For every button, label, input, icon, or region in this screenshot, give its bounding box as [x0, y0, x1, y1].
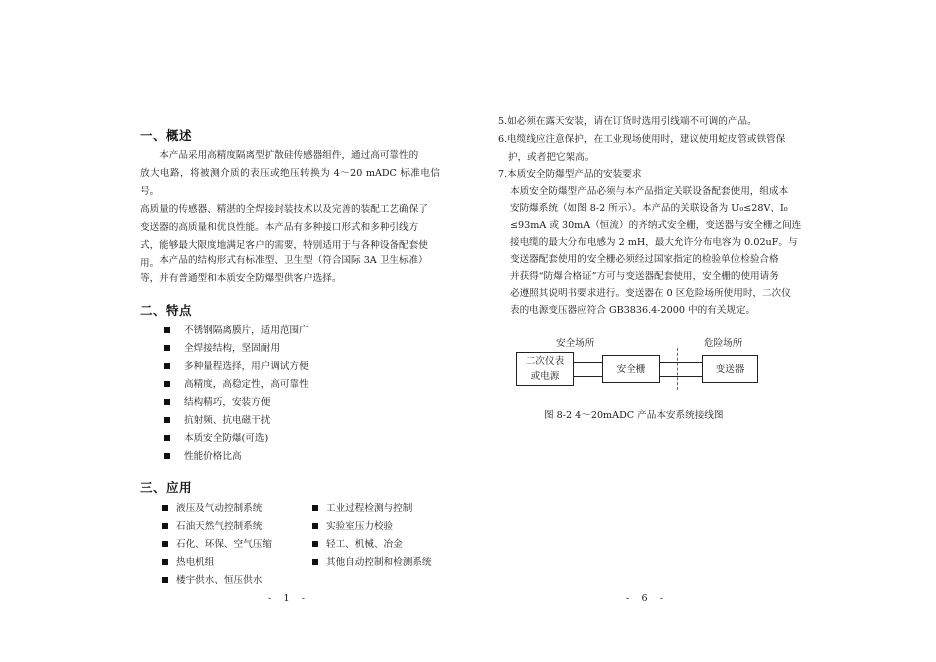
bullet-square-icon	[164, 435, 170, 441]
instrument-power-box	[516, 352, 574, 386]
page-number: - 6 -	[626, 593, 663, 604]
bullet-square-icon	[312, 523, 318, 529]
bullet-square-icon	[164, 417, 170, 423]
text-line: 变送器配套使用的安全栅必须经过国家指定的检验单位检验合格	[510, 254, 779, 265]
wire-line	[574, 376, 602, 377]
list-item: 实验室压力校验	[312, 518, 393, 532]
text-line: 本质安全防爆型产品必须与本产品指定关联设备配套使用，组成本	[510, 186, 789, 197]
text-line: 式，能够最大限度地满足客户的需要，特别适用于与各种设备配套使	[140, 240, 428, 251]
text-line: 接电缆的最大分布电感为 2 mH，最大允许分布电容为 0.02uF。与	[510, 237, 798, 248]
list-item: 石化、环保、空气压缩	[162, 536, 272, 550]
section-heading-features: 二、特点	[140, 303, 193, 318]
bullet-square-icon	[162, 505, 168, 511]
list-item: 石油天然气控制系统	[162, 518, 262, 532]
list-item: 热电机组	[162, 554, 214, 568]
bullet-square-icon	[164, 453, 170, 459]
bullet-square-icon	[312, 541, 318, 547]
instrument-box-label-line1: 二次仪表	[525, 356, 565, 367]
bullet-square-icon	[312, 505, 318, 511]
right-page	[468, 0, 936, 662]
bullet-square-icon	[164, 363, 170, 369]
text-line: 7.本质安全防爆型产品的安装要求	[498, 169, 642, 180]
text-line: 并获得“防爆合格证”方可与变送器配套使用，安全栅的使用请务	[510, 271, 779, 282]
bullet-square-icon	[164, 345, 170, 351]
bullet-square-icon	[312, 559, 318, 565]
list-item: 其他自动控制和检测系统	[312, 554, 432, 568]
text-line: 用。	[140, 258, 160, 269]
overview-paragraph-2	[140, 252, 440, 288]
text-line: 5.如必须在露天安装，请在订货时选用引线端不可调的产品。	[498, 116, 757, 127]
section-heading-overview: 一、概述	[140, 128, 193, 143]
list-item: 轻工、机械、冶金	[312, 536, 403, 550]
hazard-zone-label: 危险场所	[704, 338, 743, 349]
page-number: - 1 -	[268, 593, 305, 604]
text-line: 本产品采用高精度隔离型扩散硅传感器组件，通过高可靠性的	[159, 150, 419, 161]
transmitter-box: 变送器	[702, 355, 758, 383]
list-item: 高精度，高稳定性，高可靠性	[164, 376, 309, 390]
safety-barrier-box: 安全栅	[602, 355, 660, 383]
bullet-square-icon	[162, 523, 168, 529]
bullet-square-icon	[164, 399, 170, 405]
bullet-square-icon	[162, 541, 168, 547]
list-item: 性能价格比高	[164, 448, 242, 462]
instrument-box-label-line2: 或电源	[530, 371, 560, 382]
zone-divider-line	[677, 348, 678, 390]
bullet-square-icon	[164, 381, 170, 387]
safe-zone-label: 安全场所	[556, 338, 595, 349]
list-item: 多种量程选择，用户调试方便	[164, 358, 309, 372]
list-item: 本质安全防爆(可选)	[164, 430, 268, 444]
bullet-square-icon	[162, 559, 168, 565]
list-item: 液压及气动控制系统	[162, 500, 262, 514]
text-line: 护，或者把它架高。	[508, 152, 595, 163]
text-line: 安防爆系统（如图 8-2 所示）。本产品的关联设备为 U₀≤28V、I₀	[510, 203, 788, 214]
text-line: ≤93mA 或 30mA（恒流）的齐纳式安全栅，变送器与安全栅之间连	[510, 220, 802, 231]
bullet-square-icon	[162, 577, 168, 583]
text-line: 本产品的结构形式有标准型、卫生型（符合国际 3A 卫生标准）	[159, 255, 428, 266]
wire-line	[574, 362, 602, 363]
text-line: 等，并有普通型和本质安全防爆型供客户选择。	[140, 273, 342, 284]
figure-caption: 图 8-2 4～20mADC 产品本安系统接线图	[544, 410, 724, 421]
text-line: 变送器的高质量和优良性能。本产品有多种接口形式和多种引线方	[140, 222, 419, 233]
list-item: 抗射频、抗电磁干扰	[164, 412, 270, 426]
list-item: 工业过程检测与控制	[312, 500, 412, 514]
text-line: 必遵照其说明书要求进行。变送器在 0 区危险场所使用时，二次仪	[510, 288, 791, 299]
list-item: 结构精巧，安装方便	[164, 394, 270, 408]
list-item: 全焊接结构，坚固耐用	[164, 340, 280, 354]
list-item: 不锈钢隔离膜片，适用范围广	[164, 322, 309, 336]
list-item: 楼宇供水、恒压供水	[162, 572, 262, 586]
bullet-square-icon	[164, 327, 170, 333]
text-line: 6.电缆线应注意保护，在工业现场使用时，建议使用蛇皮管或铁管保	[498, 134, 786, 145]
text-line: 高质量的传感器、精湛的全焊接封装技术以及完善的装配工艺确保了	[140, 204, 428, 215]
wire-line	[660, 376, 702, 377]
text-line: 放大电路，将被测介质的表压或绝压转换为 4～20 mADC 标准电信号。	[140, 168, 440, 197]
text-line: 表的电源变压器应符合 GB3836.4-2000 中的有关规定。	[510, 305, 756, 316]
wire-line	[660, 362, 702, 363]
section-heading-applications: 三、应用	[140, 480, 193, 495]
